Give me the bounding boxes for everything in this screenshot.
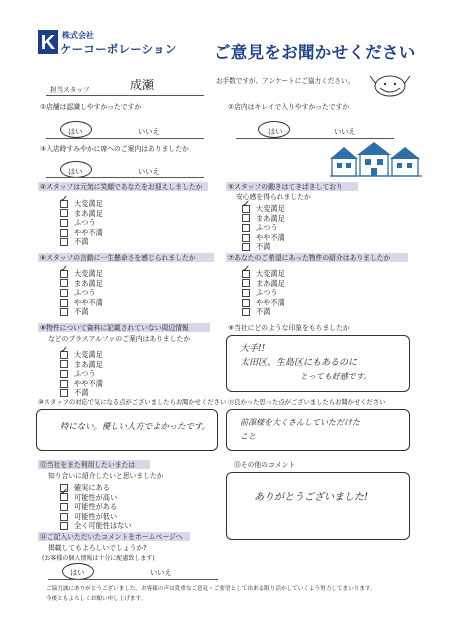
checkbox-icon[interactable]: [60, 219, 68, 227]
q5-option-label: 不満: [256, 242, 271, 252]
q13-answer: ありがとうございました!: [254, 492, 369, 503]
q5-text2: 安心感を得られましたか: [236, 193, 311, 201]
checkbox-icon[interactable]: [60, 229, 68, 237]
q14-text1: ⑭ご記入いただいたコメントをホームページへ: [40, 533, 183, 541]
staff-underline: [46, 95, 204, 96]
intro-text: お手数ですが、アンケートにご協力ください。: [216, 77, 355, 85]
q7-option[interactable]: [242, 298, 285, 308]
q2-underline: [236, 138, 394, 139]
q8-option-label: まあ満足: [74, 359, 103, 369]
q8-option[interactable]: [60, 379, 103, 389]
q5-option-label: ふつう: [256, 223, 278, 233]
q4-option-label: やや不満: [74, 227, 103, 237]
q4-option-label: まあ満足: [74, 208, 103, 218]
q12-option[interactable]: [60, 483, 132, 493]
q4-option-label: 不満: [74, 237, 89, 247]
company-name-line2: ケーコーポレーション: [60, 42, 177, 56]
q7-option[interactable]: [242, 307, 285, 317]
q6-options: [60, 269, 103, 317]
q14-text2: 掲載してもよろしいでしょうか?: [48, 544, 147, 552]
q8-option[interactable]: [60, 388, 103, 398]
q7-option-label: 大変満足: [256, 269, 285, 278]
checkbox-icon[interactable]: [60, 308, 68, 316]
q6-option[interactable]: [60, 298, 103, 308]
checkbox-icon[interactable]: [60, 289, 68, 297]
footer-line1: ご協力誠にありがとうございました。お客様の声は貴重なご意見・ご要望として出来る限り活かしていくよう努力してまいります。: [46, 586, 376, 592]
q7-option[interactable]: [242, 279, 285, 289]
checkbox-icon[interactable]: [60, 380, 68, 388]
q12-option-label: 全く可能性はない: [74, 521, 132, 531]
q14-underline: [48, 579, 218, 580]
mascot-icon: [366, 66, 414, 100]
q1-underline: [46, 138, 204, 139]
staff-name: 成瀬: [130, 78, 155, 92]
checked-box-icon[interactable]: [242, 270, 250, 278]
staff-label: 担当スタッフ: [50, 86, 90, 94]
q13-text: ⑬その他のコメント: [234, 461, 296, 469]
q6-option-label: ふつう: [74, 288, 96, 298]
q7-option[interactable]: [242, 288, 285, 298]
q5-option-label: 大変満足: [256, 204, 285, 213]
houses-illustration: [330, 140, 422, 178]
checkbox-icon[interactable]: [60, 503, 68, 511]
q6-option[interactable]: [60, 269, 103, 279]
q4-option[interactable]: [60, 228, 103, 238]
q14-no[interactable]: いいえ: [150, 568, 172, 577]
checkbox-icon[interactable]: [242, 234, 250, 242]
q4-option[interactable]: [60, 237, 103, 247]
checked-box-icon[interactable]: [60, 493, 68, 501]
q7-text: ⑦あなたのご希望にあった物件の紹介はありましたか: [228, 254, 391, 262]
q8-text1: ⑧物件について資料に記載されていない周辺情報: [40, 324, 189, 332]
page-title: ご意見をお聞かせください: [214, 43, 416, 62]
q8-text2: などのプラスアルファのご案内はありましたか: [48, 335, 191, 343]
q1-no[interactable]: いいえ: [138, 127, 160, 136]
checkbox-icon[interactable]: [60, 370, 68, 378]
q11-text: ⑪良かった思った点がございましたらお聞かせください: [228, 399, 386, 406]
q4-options: [60, 199, 103, 247]
q8-option[interactable]: [60, 360, 103, 370]
q4-option[interactable]: [60, 218, 103, 228]
checkbox-icon[interactable]: [242, 299, 250, 307]
checked-box-icon[interactable]: [60, 200, 68, 208]
q14-yes-circle: [62, 563, 94, 580]
q5-text1: ⑤スタッフの動きはてきぱきしており: [228, 183, 343, 191]
q8-option-label: ふつう: [74, 369, 96, 379]
q10-text: ⑩スタッフの対応で気になる点がございましたらお聞かせください: [38, 399, 227, 406]
q5-option-label: まあ満足: [256, 213, 285, 223]
q8-option-label: 不満: [74, 388, 89, 398]
q12-option-label: 可能性が高い: [74, 492, 118, 502]
checkbox-icon[interactable]: [242, 308, 250, 316]
q6-option[interactable]: [60, 279, 103, 289]
q3-text: ③入店時すみやかに席へのご案内はありましたか: [40, 145, 189, 153]
q5-option-label: やや不満: [256, 232, 285, 242]
checked-box-icon[interactable]: [60, 270, 68, 278]
q9-answer-line1: 大手!!: [240, 344, 266, 354]
houses-icon: [330, 140, 422, 178]
q5-options: [242, 204, 285, 252]
q1-yes[interactable]: はい: [68, 127, 83, 136]
q6-option-label: 大変満足: [74, 269, 103, 278]
q5-option[interactable]: [242, 214, 285, 224]
checkbox-icon[interactable]: [242, 279, 250, 287]
q8-option-label: やや不満: [74, 378, 103, 388]
q2-yes-circle: [258, 121, 290, 138]
checkbox-icon[interactable]: [242, 214, 250, 222]
checkbox-icon[interactable]: [60, 360, 68, 368]
q7-option[interactable]: [242, 269, 285, 279]
checked-box-icon[interactable]: [60, 351, 68, 359]
q11-answer-line1: 前澤様を大くさんしていただけた: [240, 418, 360, 427]
q10-answer: 特にない。優しい人方でよかったです。: [60, 421, 211, 431]
checkbox-icon[interactable]: [60, 238, 68, 246]
q8-option[interactable]: [60, 350, 103, 360]
q7-options: [242, 269, 285, 317]
q7-option-label: ふつう: [256, 288, 278, 298]
logo-letter: K: [40, 32, 56, 54]
q12-option-label: 確実にある: [74, 483, 110, 492]
company-name-line1: 株式会社: [62, 31, 94, 40]
q12-option[interactable]: [60, 493, 132, 503]
checkbox-icon[interactable]: [242, 224, 250, 232]
q8-options: [60, 350, 103, 398]
q13-answer-box[interactable]: [226, 472, 410, 540]
q4-option[interactable]: [60, 199, 103, 209]
q6-option-label: やや不満: [74, 297, 103, 307]
q12-option[interactable]: [60, 502, 132, 512]
q2-no[interactable]: いいえ: [334, 127, 356, 136]
q3-no[interactable]: いいえ: [138, 167, 160, 176]
checkbox-icon[interactable]: [60, 389, 68, 397]
q11-answer-box[interactable]: [226, 409, 410, 451]
checkbox-icon[interactable]: [60, 299, 68, 307]
q1-text: ①店舗は認識しやすかったですか: [40, 103, 142, 111]
q7-option-label: まあ満足: [256, 278, 285, 288]
q9-answer-line2: 太田区、生島区にもあるのに: [240, 358, 358, 368]
q11-answer-line2: こと: [240, 432, 256, 441]
q12-option-label: 可能性がある: [74, 502, 118, 512]
company-logo: [38, 30, 58, 54]
q12-options: [60, 483, 132, 531]
q8-option[interactable]: [60, 369, 103, 379]
q7-option-label: やや不満: [256, 297, 285, 307]
q14-yes[interactable]: はい: [70, 568, 85, 577]
q3-underline: [46, 177, 204, 178]
q8-option-label: 大変満足: [74, 350, 103, 359]
q1-yes-circle: [60, 121, 92, 138]
q12-option-label: 可能性が低い: [74, 511, 118, 521]
footer-line2: 今後ともよろしくお願い申し上げます。: [46, 596, 147, 602]
q4-option-label: 大変満足: [74, 199, 103, 208]
checkbox-icon[interactable]: [242, 243, 250, 251]
checkbox-icon[interactable]: [60, 513, 68, 521]
q5-option[interactable]: [242, 223, 285, 233]
checkbox-icon[interactable]: [60, 209, 68, 217]
q6-option[interactable]: [60, 288, 103, 298]
q5-option[interactable]: [242, 204, 285, 214]
q9-text: ⑨当社にどのような印象をもちましたか: [228, 324, 350, 332]
mascot-illustration: [366, 66, 414, 100]
q5-option[interactable]: [242, 233, 285, 243]
q4-option[interactable]: [60, 209, 103, 219]
q4-option-label: ふつう: [74, 218, 96, 228]
q12-text2: 知り合いに紹介したいと思いましたか: [48, 472, 164, 480]
checkbox-icon[interactable]: [60, 522, 68, 530]
q2-yes[interactable]: はい: [268, 127, 283, 136]
q12-text1: ⑫当社をまた利用したいまたは: [40, 461, 136, 469]
q12-option[interactable]: [60, 512, 132, 522]
checkbox-icon[interactable]: [242, 289, 250, 297]
q5-option[interactable]: [242, 242, 285, 252]
q14-text3: (お客様の個人情報は十分に配慮致します): [42, 555, 155, 562]
q6-option-label: 不満: [74, 307, 89, 317]
q6-text: ⑥スタッフの言動に一生懸命さを感じられましたか: [40, 254, 196, 262]
q12-option[interactable]: [60, 521, 132, 531]
q2-text: ②店内はキレイで入りやすかったですか: [228, 103, 350, 111]
q7-option-label: 不満: [256, 307, 271, 317]
q3-yes-circle: [60, 161, 92, 178]
logo-k-icon: [38, 30, 58, 54]
q6-option-label: まあ満足: [74, 278, 103, 288]
q4-text: ④スタッフは元気に笑顔であなたをお迎えしましたか: [40, 183, 203, 191]
q6-option[interactable]: [60, 307, 103, 317]
q3-yes[interactable]: はい: [68, 167, 83, 176]
checkbox-icon[interactable]: [60, 279, 68, 287]
q9-answer-line3: とっても好感です。: [300, 372, 372, 381]
checked-box-icon[interactable]: [242, 205, 250, 213]
